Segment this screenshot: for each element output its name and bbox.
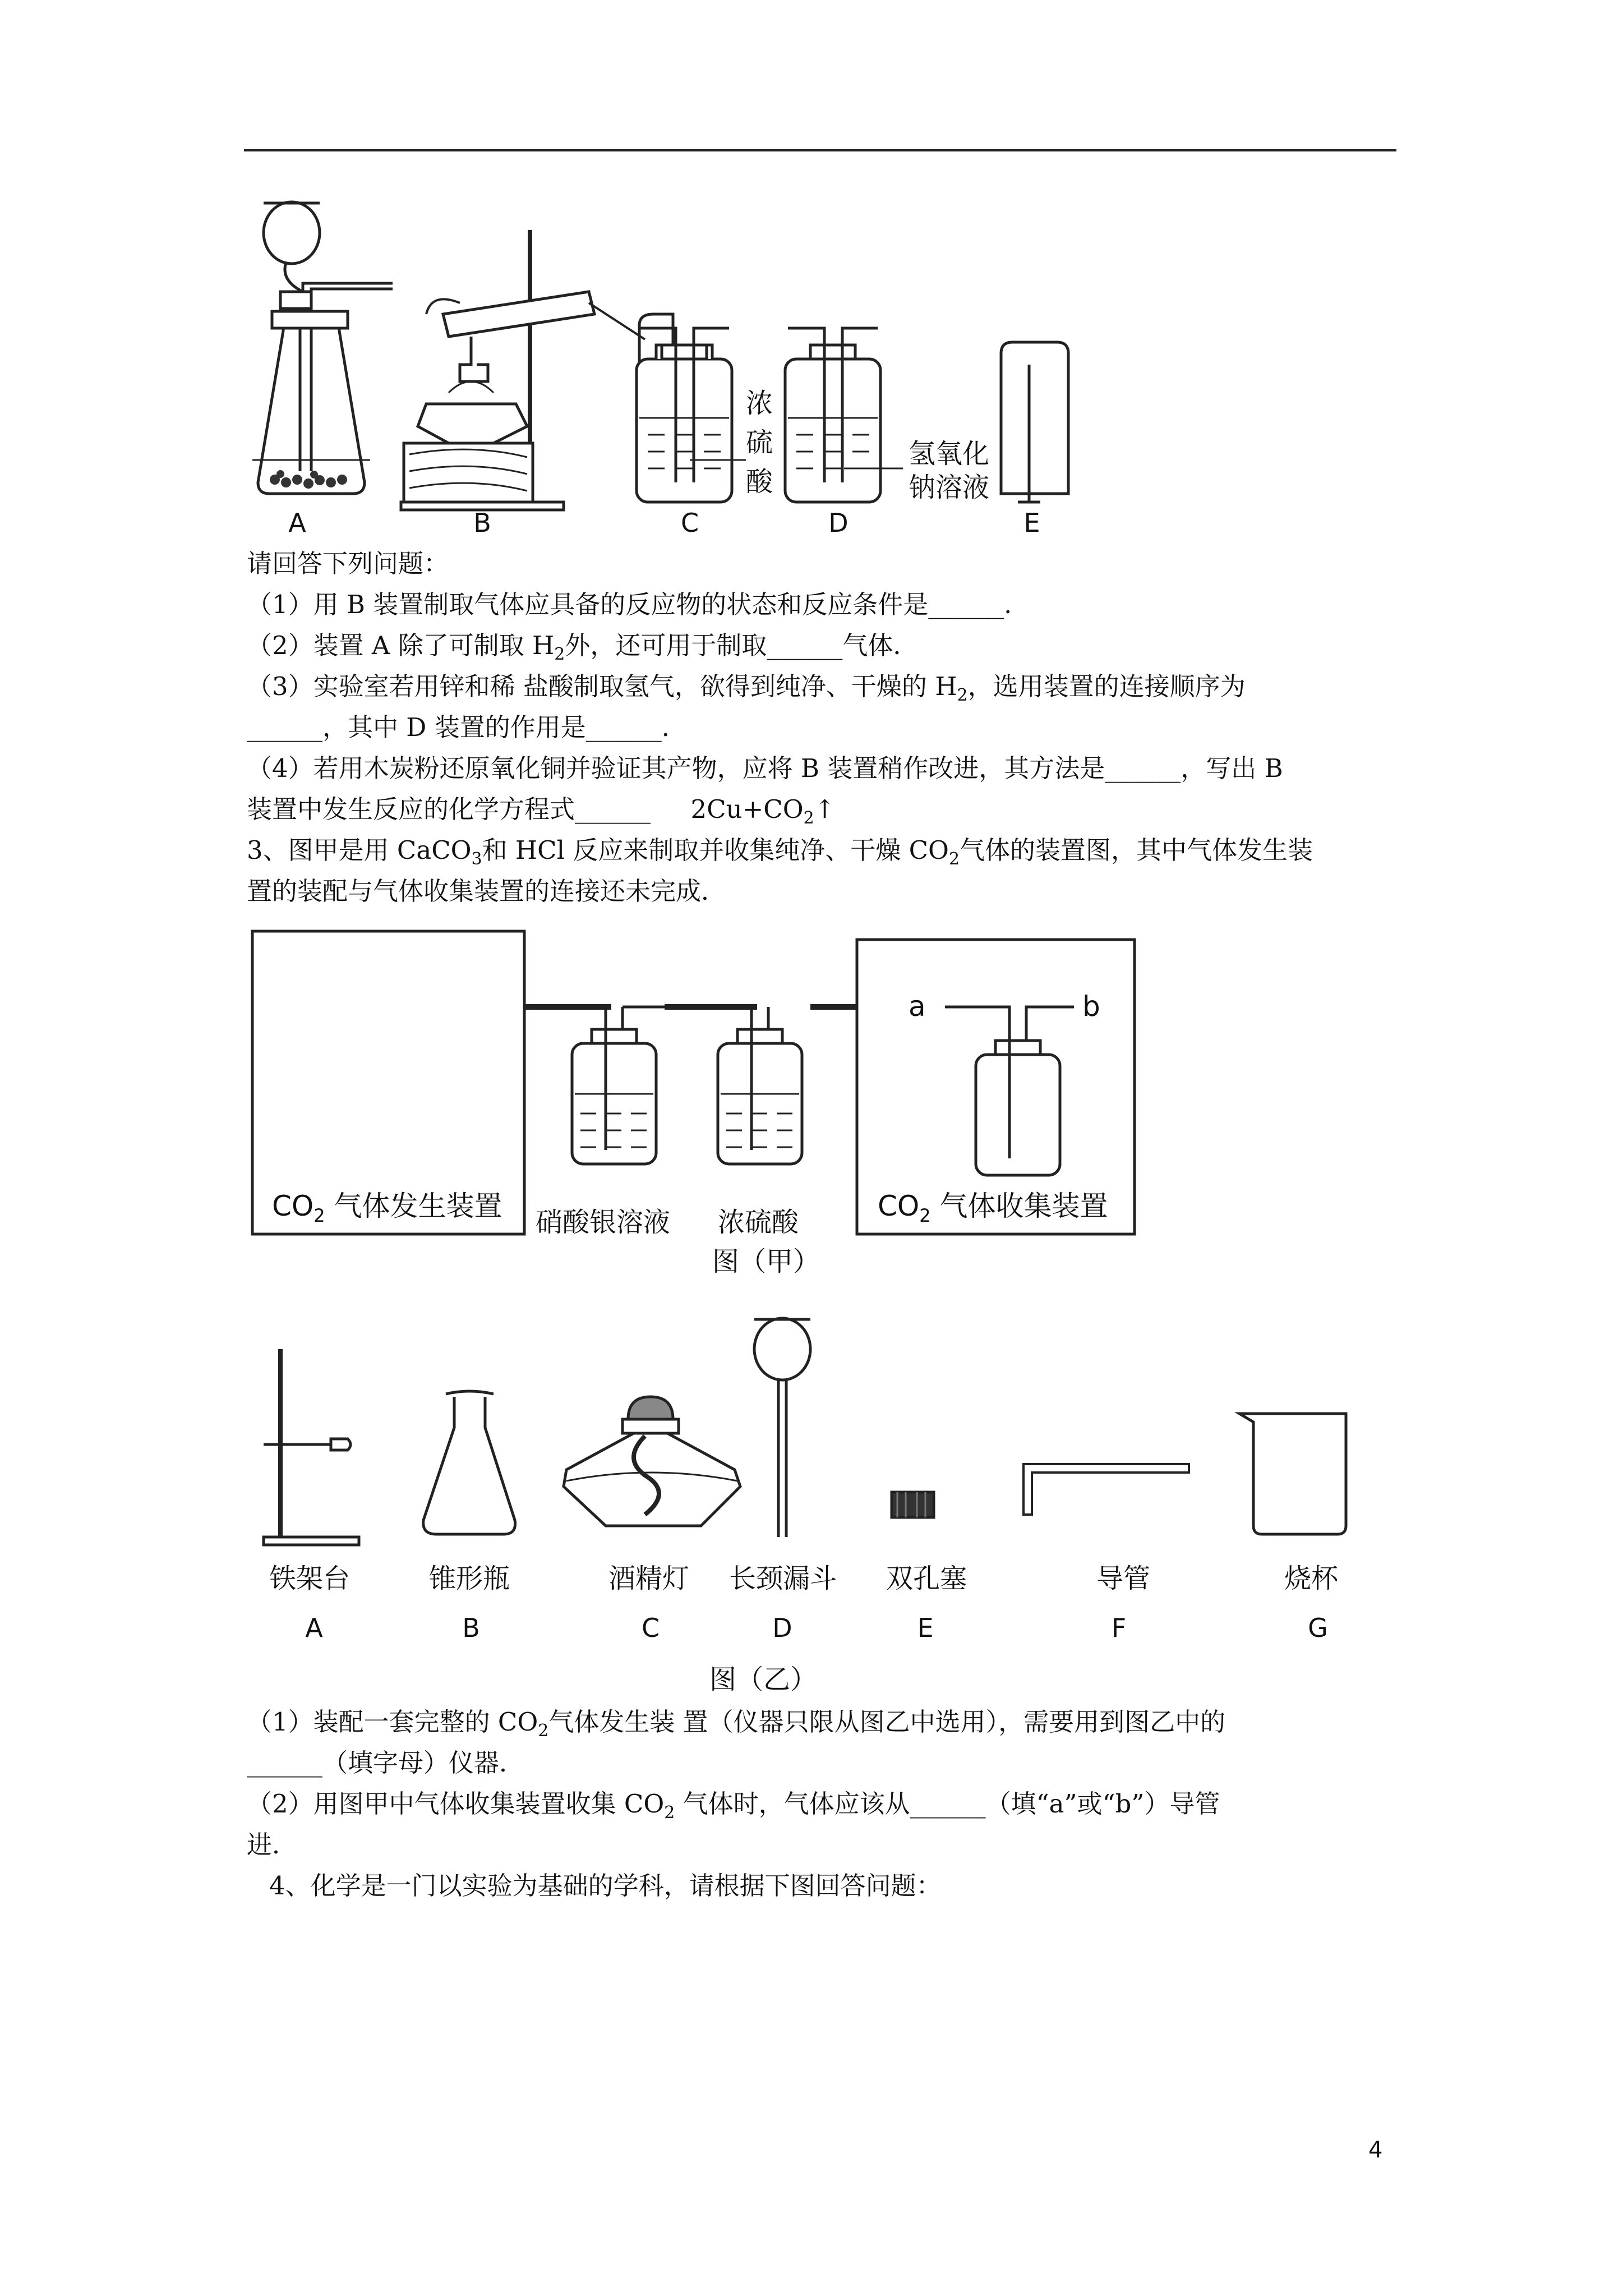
fig1-label-d: D [828,508,849,538]
q4-line: 4、化学是一门以实验为基础的学科，请根据下图回答问题： [269,1871,942,1901]
yi-stopper [892,1492,934,1517]
yi-letter-d: D [772,1613,792,1643]
yi-name-f: 导管 [1096,1563,1151,1594]
fig1-label-c: C [680,508,699,538]
q3-line-1: 3、图甲是用 CaCO$_3$和 HCl 反应来制取并收集纯净、干燥 $CO_2$气体的装置图，其中气体发生装 [247,835,1313,869]
q2-s2: （2）装置 A 除了可制取 $H_2$外，还可用于制取______气体． [247,631,919,664]
q2-s4: （4）若用木炭粉还原氧化铜并验证其产物，应将 B 装置稍作改进，其方法是______，写出 B [247,753,1283,783]
yi-name-c: 酒精灯 [608,1563,690,1594]
yi-tube [1023,1464,1189,1515]
yi-name-g: 烧杯 [1284,1563,1339,1594]
yi-long-funnel [754,1318,810,1537]
yi-letter-f: F [1111,1613,1127,1643]
bottle2-label: 浓硫酸 [718,1207,799,1238]
yi-beaker [1239,1414,1346,1534]
yi-erlenmeyer [423,1391,515,1534]
fig1-label-b: B [473,508,491,538]
gen-box-label: $CO_2$ 气体发生装置 [272,1190,502,1226]
yi-name-e: 双孔塞 [886,1563,967,1594]
yi-letter-e: E [917,1613,934,1643]
d-reagent-1: 氢氧化 [909,438,990,470]
q3-line-2: 置的装配与气体收集装置的连接还未完成． [247,876,727,906]
port-b-label: b [1082,990,1100,1023]
q3-s1-cont: ______（填字母）仪器． [247,1748,525,1778]
collect-box-label: $CO_2$ 气体收集装置 [878,1190,1108,1226]
yi-letter-a: A [305,1613,323,1643]
fig-jia-caption: 图（甲） [712,1246,820,1277]
c-reagent-3: 酸 [746,466,773,498]
fig1-label-a: A [288,508,306,538]
page-number: 4 [1368,2137,1383,2163]
q2-s3: （3）实验室若用锌和稀 盐酸制取氢气，欲得到纯净、干燥的 $H_2$，选用装置的连接顺序为 [247,671,1246,705]
yi-letter-g: G [1308,1613,1328,1643]
q2-s4-cont: 装置中发生反应的化学方程式______ $2Cu+CO_2↑$ [247,794,836,828]
q2-s1: （1）用 B 装置制取气体应具备的反应物的状态和反应条件是______． [247,590,1030,619]
yi-name-a: 铁架台 [269,1563,351,1594]
bottle1-label: 硝酸银溶液 [536,1207,671,1238]
q3-s2-cont: 进． [247,1830,298,1860]
q3-s1: （1）装配一套完整的 $CO_2$气体发生装 置（仪器只限从图乙中选用），需要用到图乙中的 [247,1707,1226,1741]
yi-iron-stand [264,1349,359,1545]
yi-letter-b: B [462,1613,480,1643]
q3-s2: （2）用图甲中气体收集装置收集 $CO_2$ 气体时，气体应该从______（填“a”或“b”）导管 [247,1789,1220,1823]
c-reagent-1: 浓 [746,388,773,419]
port-a-label: a [909,990,926,1023]
d-reagent-2: 钠溶液 [909,472,990,503]
yi-name-b: 锥形瓶 [429,1563,510,1594]
yi-letter-c: C [641,1613,660,1643]
fig-yi-caption: 图（乙） [709,1664,818,1695]
fig1-label-e: E [1023,508,1040,538]
yi-alcohol-lamp [564,1397,740,1526]
q2-intro: 请回答下列问题： [247,549,449,578]
yi-name-d: 长颈漏斗 [729,1563,837,1594]
q2-s3-cont: ______，其中 D 装置的作用是______． [247,712,687,742]
c-reagent-2: 硫 [746,427,773,458]
